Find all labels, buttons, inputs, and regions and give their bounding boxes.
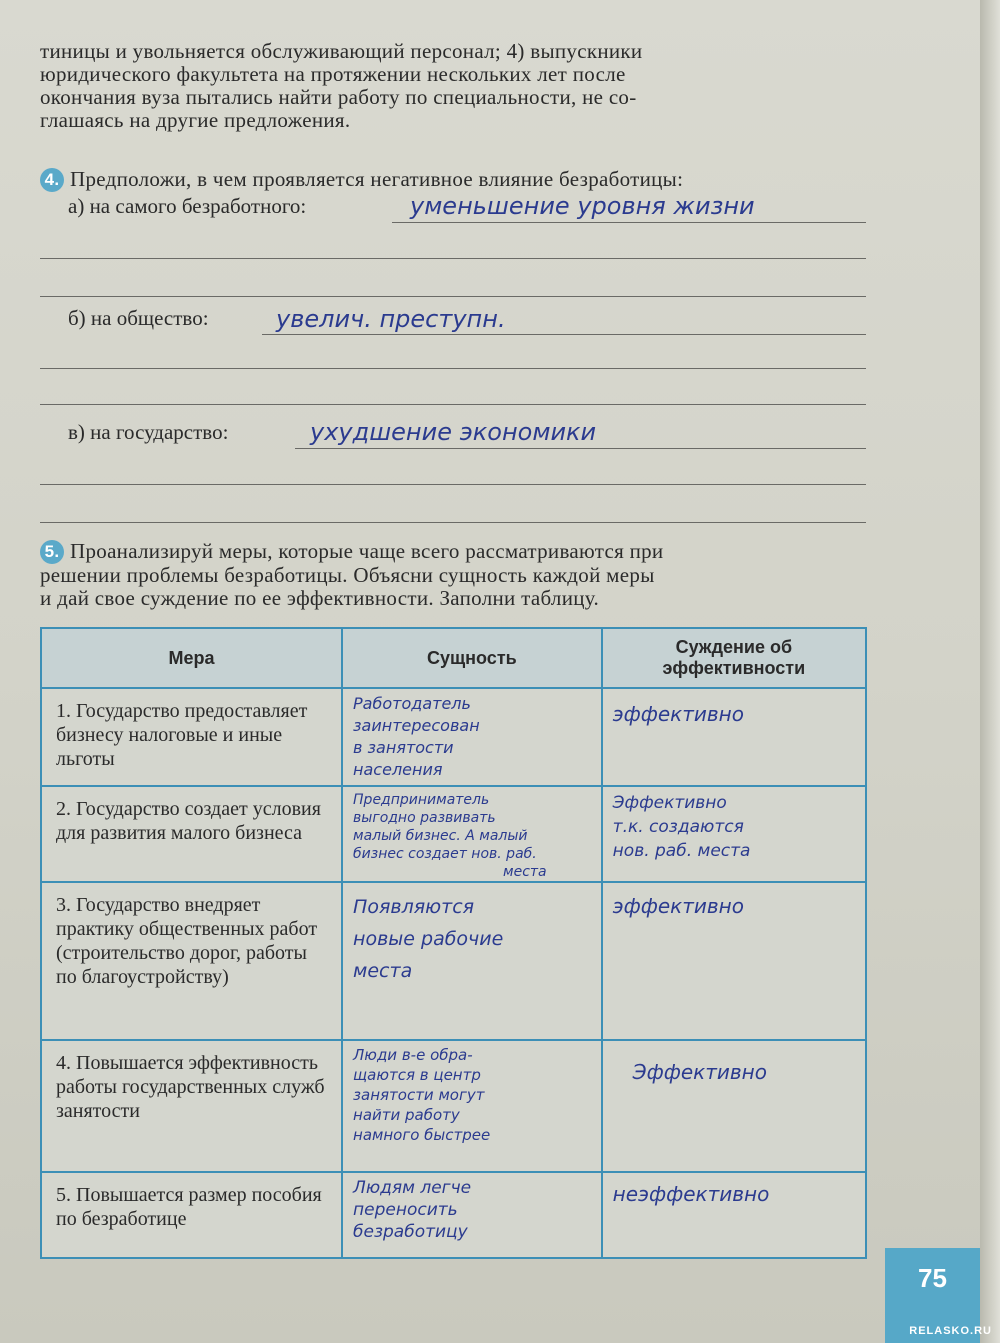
task-4-text: Предположи, в чем проявляется негативное влияние безработицы: <box>70 167 684 191</box>
measure-cell: 3. Государство внедряет практику общественных работ (строительство дорог, работы по благоустройству) <box>41 882 342 1040</box>
task-number-badge: 4. <box>40 168 64 192</box>
handwritten-line: неэффективно <box>612 1182 770 1206</box>
measure-cell: 4. Повышается эффективность работы государственных служб занятости <box>41 1040 342 1172</box>
essence-cell <box>342 1172 602 1258</box>
task-4b-label: б) на общество: <box>68 306 209 330</box>
answer-line <box>262 334 866 335</box>
essence-cell <box>342 1040 602 1172</box>
task-5-line: решении проблемы безработицы. Объясни сущность каждой меры <box>40 563 655 587</box>
table-row <box>41 688 866 786</box>
handwritten-line: бизнес создает нов. раб. <box>353 846 537 862</box>
task-4-question <box>40 168 870 192</box>
answer-line <box>295 448 866 449</box>
handwritten-line: щаются в центр <box>353 1066 481 1084</box>
judgement-cell <box>602 1172 866 1258</box>
watermark: RELASKO.RU <box>909 1325 992 1337</box>
handwritten-line: переносить <box>353 1200 458 1220</box>
answer-line <box>40 522 866 523</box>
intro-line: юридического факультета на протяжении нескольких лет после <box>40 62 626 86</box>
intro-line: окончания вуза пытались найти работу по специальности, не со- <box>40 85 637 109</box>
answer-line <box>40 368 866 369</box>
intro-line: глашаясь на другие предложения. <box>40 108 351 132</box>
answer-line <box>40 484 866 485</box>
measure-cell: 5. Повышается размер пособия по безработице <box>41 1172 342 1258</box>
handwritten-line: места <box>503 864 547 880</box>
table-row <box>41 1172 866 1258</box>
handwritten-line: выгодно развивать <box>353 810 496 826</box>
task-4c-label: в) на государство: <box>68 420 229 444</box>
page-number: 75 <box>885 1248 980 1343</box>
handwritten-line: Появляются <box>353 896 475 918</box>
task-4a-answer: уменьшение уровня жизни <box>410 192 755 220</box>
page-edge <box>980 0 1000 1343</box>
handwritten-line: эффективно <box>612 702 744 726</box>
table-row <box>41 882 866 1040</box>
essence-cell <box>342 786 602 882</box>
handwritten-line: Людям легче <box>353 1178 472 1198</box>
handwritten-line: эффективно <box>612 894 744 918</box>
table-row <box>41 1040 866 1172</box>
essence-cell <box>342 882 602 1040</box>
answer-line <box>40 404 866 405</box>
table-header-row <box>41 628 866 688</box>
task-4c-answer: ухудшение экономики <box>310 418 597 446</box>
handwritten-line: Работодатель <box>353 694 471 713</box>
task-5-line: Проанализируй меры, которые чаще всего рассматриваются при <box>70 539 664 563</box>
handwritten-line: т.к. создаются <box>612 817 744 837</box>
handwritten-line: новые рабочие <box>353 928 504 950</box>
handwritten-line: малый бизнес. А малый <box>353 828 528 844</box>
judgement-cell <box>602 882 866 1040</box>
handwritten-line: найти работу <box>353 1106 460 1124</box>
intro-line: тиницы и увольняется обслуживающий персонал; 4) выпускники <box>40 39 643 63</box>
task-5-line: и дай свое суждение по ее эффективности. Заполни таблицу. <box>40 586 600 610</box>
intro-paragraph <box>40 40 870 132</box>
judgement-cell <box>602 786 866 882</box>
answer-line <box>392 222 866 223</box>
handwritten-line: места <box>353 960 413 982</box>
table-row <box>41 786 866 882</box>
measures-table <box>40 627 867 1259</box>
task-number-badge: 5. <box>40 540 64 564</box>
essence-cell <box>342 688 602 786</box>
header-judgement: Суждение об эффективности <box>602 628 866 688</box>
answer-line <box>40 258 866 259</box>
task-4a-label: а) на самого безработного: <box>68 194 307 218</box>
measure-cell: 1. Государство предоставляет бизнесу налоговые и иные льготы <box>41 688 342 786</box>
handwritten-line: нов. раб. места <box>612 841 751 861</box>
handwritten-line: в занятости <box>353 738 454 757</box>
handwritten-line: безработицу <box>353 1222 468 1242</box>
handwritten-line: заинтересован <box>353 716 480 735</box>
handwritten-line: Люди в-е обра- <box>353 1046 473 1064</box>
handwritten-line: населения <box>353 760 443 779</box>
judgement-cell <box>602 1040 866 1172</box>
handwritten-line: намного быстрее <box>353 1126 491 1144</box>
header-measure: Мера <box>41 628 342 688</box>
task-4b-answer: увелич. преступн. <box>276 305 506 333</box>
header-essence: Сущность <box>342 628 602 688</box>
task-5-question <box>40 540 870 610</box>
handwritten-line: Предприниматель <box>353 792 490 808</box>
measure-cell: 2. Государство создает условия для развития малого бизнеса <box>41 786 342 882</box>
judgement-cell <box>602 688 866 786</box>
handwritten-line: Эффективно <box>612 793 727 813</box>
answer-line <box>40 296 866 297</box>
handwritten-line: занятости могут <box>353 1086 485 1104</box>
handwritten-line: Эффективно <box>632 1060 767 1084</box>
